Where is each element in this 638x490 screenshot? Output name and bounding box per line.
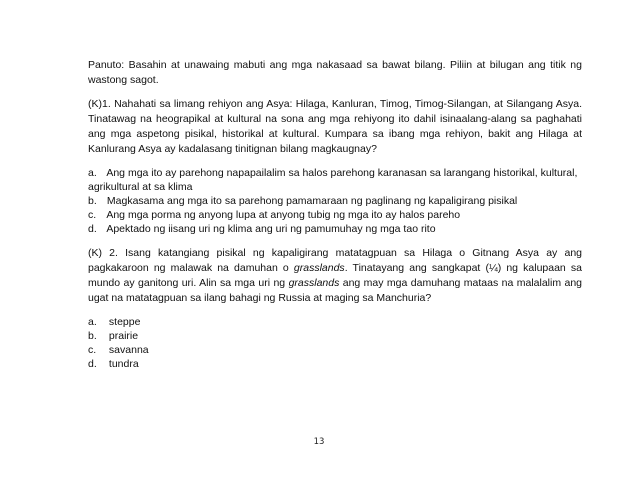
question-2-italic-term: grasslands [293, 262, 345, 274]
question-2-text [88, 246, 582, 306]
choice-text: steppe [108, 316, 141, 328]
choice-letter: a. [88, 167, 97, 179]
question-2-choice-b[interactable] [88, 329, 582, 343]
choice-letter: c. [88, 209, 97, 221]
choice-letter: c. [88, 344, 97, 356]
choice-text: tundra [108, 358, 139, 370]
choice-text: Magkasama ang mga ito sa parehong pamamaraan ng paglinang ng kapaligirang pisikal [106, 195, 518, 207]
question-1-text: (K)1. Nahahati sa limang rehiyon ang Asya: Hilaga, Kanluran, Timog, Timog-Silangan, at Silangang Asya. Tinatawag na heograpikal at kultural na sona ang mga rehiyong ito dahil isinaalang-alang sa paghahati ang mga aspetong pisikal, historikal at kultural. Kumpara sa ibang mga rehiyon, bakit ang Hilaga at Kanlurang Asya ay kadalasang tinitignan bilang magkaugnay? [88, 98, 582, 155]
question-1-choices [88, 166, 582, 236]
choice-text: prairie [108, 330, 139, 342]
choice-letter: a. [88, 316, 97, 328]
question-1-choice-b[interactable] [88, 194, 582, 208]
question-2-choice-a[interactable] [88, 315, 582, 329]
choice-letter: b. [88, 330, 97, 342]
instructions: Panuto: Basahin at unawaing mabuti ang mga nakasaad sa bawat bilang. Piliin at bilugan ang titik ng wastong sagot. [88, 59, 582, 86]
question-2-choice-c[interactable] [88, 343, 582, 357]
question-2-text-part1: (K) 2. Isang katangiang pisikal ng kapaligirang matatagpuan sa Hilaga o Gitnang Asya ay ang pagkakaroon ng malawak na damuhan o [88, 247, 582, 274]
choice-text: savanna [108, 344, 149, 356]
question-2-text-part2: . Tinatayang ang sangkapat (¼) ng kalupaan sa mundo ay ganitong uri. Alin sa mga uri ng [88, 262, 582, 289]
question-1-choice-c[interactable] [88, 208, 582, 222]
choice-text: Ang mga porma ng anyong lupa at anyong tubig ng mga ito ay halos pareho [106, 209, 461, 221]
choice-letter: d. [88, 358, 97, 370]
question-2-text-part3: ang may mga damuhang mataas na malalalim ang ugat na matatagpuan sa ilang bahagi ng Russia at maging sa Manchuria? [88, 277, 583, 304]
document-page [88, 58, 582, 381]
choice-letter: d. [88, 223, 97, 235]
choice-text: Ang mga ito ay parehong napapailalim sa halos parehong karanasan sa larangang historikal, kultural, agrikultural at sa klima [88, 167, 578, 193]
choice-letter: b. [88, 195, 97, 207]
choice-text: Apektado ng iisang uri ng klima ang uri ng pamumuhay ng mga tao rito [106, 223, 436, 235]
question-2-choices [88, 315, 582, 371]
question-1-choice-a[interactable] [88, 166, 582, 194]
question-2-italic-term: grasslands [288, 277, 340, 289]
page-number: 13 [313, 437, 325, 447]
question-1-choice-d[interactable] [88, 222, 582, 236]
question-2-choice-d[interactable] [88, 357, 582, 371]
